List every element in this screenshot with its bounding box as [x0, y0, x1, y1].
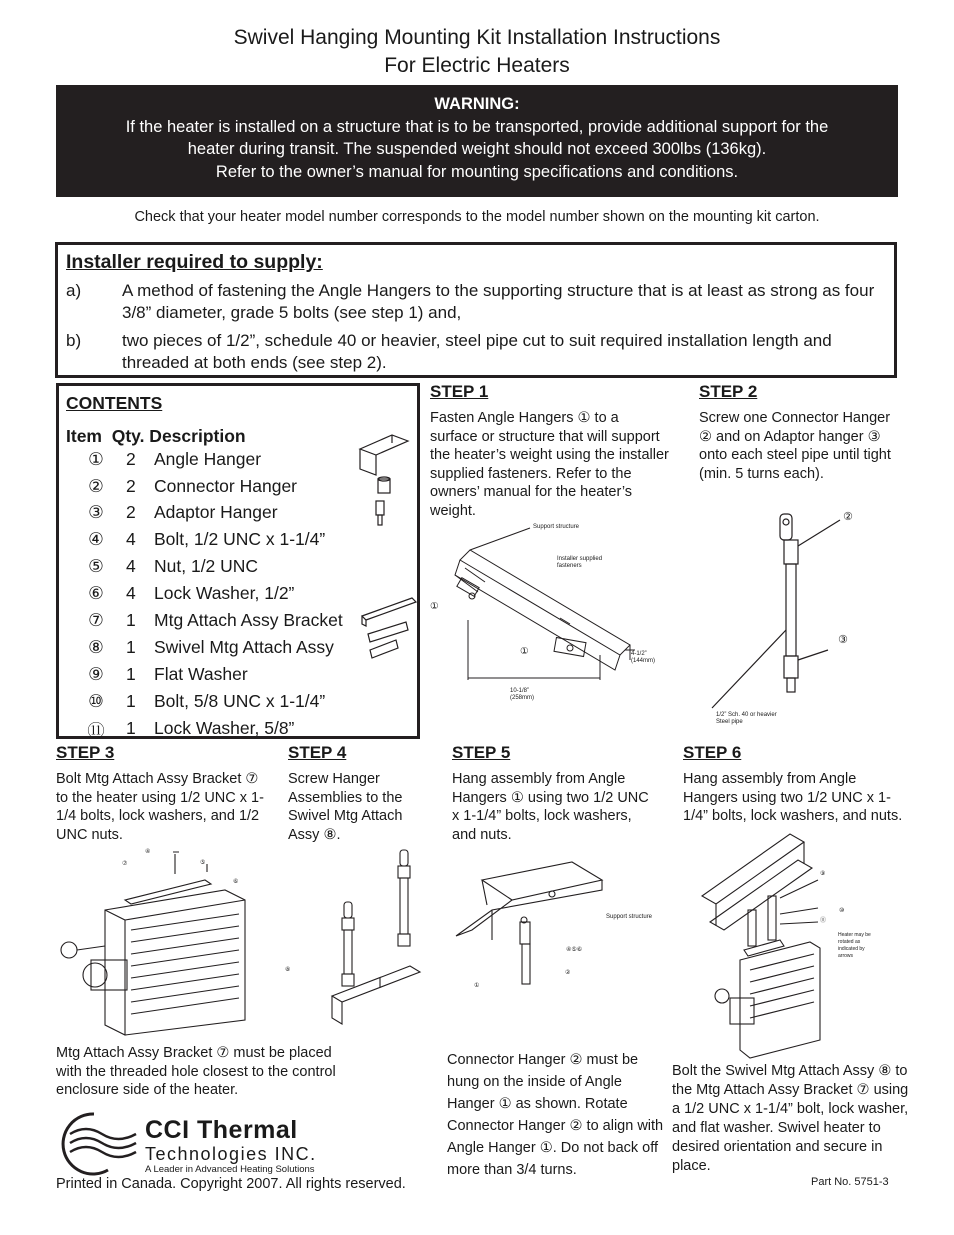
- step3-heading: STEP 3: [56, 743, 115, 762]
- cci-logo-mark: [56, 1110, 146, 1175]
- logo-name-line1: CCI Thermal: [145, 1116, 298, 1144]
- step4-heading: STEP 4: [288, 743, 347, 762]
- supply-item-letter: a): [66, 281, 82, 300]
- item-desc: Nut, 1/2 UNC: [154, 556, 259, 576]
- footer-copyright: Printed in Canada. Copyright 2007. All rights reserved.: [56, 1176, 406, 1192]
- step6-heading: STEP 6: [683, 743, 742, 762]
- item-number: ⑪: [87, 721, 105, 741]
- step5-heading: STEP 5: [452, 743, 511, 762]
- supply-item-b: [66, 330, 894, 374]
- step2-diagram: [700, 510, 860, 720]
- step6-label-rotate: Heater may be rotated as indicated by arrows: [838, 932, 871, 959]
- installer-supply-box: [55, 242, 897, 378]
- bracket-illustration: [356, 594, 418, 666]
- item-number: ③: [88, 502, 104, 522]
- step1-text: Fasten Angle Hangers ① to a surface or structure that will support the heater’s weight using the installer supplied fasteners. Refer to the owners’ manual for the heater’s weight.: [430, 410, 669, 519]
- item-number: ⑤: [88, 556, 104, 576]
- step5-label-support: Support structure: [606, 914, 653, 920]
- item-number: ⑦: [88, 610, 104, 630]
- warning-line-2: heater during transit. The suspended weight should not exceed 300lbs (136kg).: [187, 140, 767, 158]
- item-desc: Adaptor Hanger: [154, 502, 278, 522]
- step3-note: Mtg Attach Assy Bracket ⑦ must be placed with the threaded hole closest to the control enclosure side of the heater.: [56, 1045, 336, 1098]
- step6-label-item10: ⑩: [839, 908, 845, 914]
- item-qty: 4: [126, 583, 136, 603]
- step3-label-item6: ⑥: [233, 879, 239, 885]
- step4-label-item8: ⑧: [285, 967, 291, 973]
- supply-item-letter: b): [66, 331, 82, 350]
- contents-row: [66, 476, 297, 497]
- item-desc: Mtg Attach Assy Bracket: [154, 610, 343, 630]
- supply-item-text: A method of fastening the Angle Hangers to the supporting structure that is at least as strong as four 3/8” diameter, grade 5 bolts (see step 1) and,: [122, 281, 875, 322]
- check-model-text: Check that your heater model number corresponds to the model number shown on the mounting kit carton.: [134, 209, 820, 225]
- item-number: ⑨: [88, 664, 104, 684]
- contents-row: [66, 718, 294, 743]
- step3-text: Bolt Mtg Attach Assy Bracket ⑦ to the heater using 1/2 UNC x 1-1/4 bolts, lock washers, and 1/2 UNC nuts.: [56, 771, 264, 843]
- step2-heading: STEP 2: [699, 382, 758, 401]
- item-number: ⑧: [88, 637, 104, 657]
- step3-label-item4: ④: [145, 849, 151, 855]
- step3-label-item5: ⑤: [200, 860, 206, 866]
- contents-row: [66, 502, 278, 523]
- item-desc: Connector Hanger: [154, 476, 297, 496]
- contents-row: [66, 664, 248, 685]
- contents-box: [56, 383, 420, 739]
- item-desc: Bolt, 5/8 UNC x 1-1/4”: [154, 691, 326, 711]
- supply-item-a: [66, 280, 894, 324]
- title-line-1: Swivel Hanging Mounting Kit Installation Instructions: [233, 26, 721, 49]
- step6-note: Bolt the Swivel Mtg Attach Assy ⑧ to the Mtg Attach Assy Bracket ⑦ using a 1/2 UNC x 1-1/4” bolt, lock washer, and flat washer. Swivel heater to desired orientation and secure in place.: [672, 1063, 909, 1174]
- item-qty: 1: [126, 664, 136, 684]
- warning-line-1: If the heater is installed on a structure that is to be transported, provide additional support for the: [125, 117, 829, 136]
- title-line-2: For Electric Heaters: [384, 54, 570, 77]
- step5-label-item2: ②: [565, 970, 571, 976]
- item-qty: 1: [126, 610, 136, 630]
- item-number: ⑩: [88, 691, 104, 711]
- contents-row: [66, 529, 325, 550]
- warning-box: [56, 85, 898, 197]
- step5-note: Connector Hanger ② must be hung on the inside of Angle Hanger ① as shown. Rotate Connector Hanger ② to align with Angle Hanger ①. Do not back off more than 3/4 turns.: [447, 1052, 664, 1178]
- step3-label-item7: ⑦: [122, 861, 128, 867]
- step6-text: Hang assembly from Angle Hangers using two 1/2 UNC x 1-1/4” bolts, lock washers, and nuts.: [683, 771, 903, 824]
- item-qty: 1: [126, 718, 136, 738]
- item-qty: 1: [126, 691, 136, 711]
- step2-label-item2: ②: [843, 511, 853, 523]
- step5-text: Hang assembly from Angle Hangers ① using two 1/2 UNC x 1-1/4” bolts, lock washers, and nuts.: [452, 771, 649, 843]
- step5-label-items: ④⑤⑥: [566, 947, 583, 953]
- step1-label-support: Support structure: [533, 524, 580, 530]
- contents-heading: CONTENTS: [66, 393, 163, 413]
- item-qty: 1: [126, 637, 136, 657]
- step6-label-item11: ⑪: [820, 918, 827, 924]
- logo-name-line2: Technologies INC.: [145, 1144, 317, 1164]
- item-desc: Bolt, 1/2 UNC x 1-1/4”: [154, 529, 326, 549]
- step3-heater-diagram: [55, 850, 255, 1035]
- item-desc: Angle Hanger: [154, 449, 262, 469]
- contents-row: [66, 637, 334, 658]
- contents-row: [66, 610, 343, 631]
- item-desc: Flat Washer: [154, 664, 248, 684]
- step5-diagram: [452, 860, 612, 1000]
- item-number: ②: [88, 476, 104, 496]
- step6-label-item9: ⑨: [820, 871, 826, 877]
- supply-heading: Installer required to supply:: [66, 251, 323, 273]
- step5-label-item1: ①: [474, 983, 480, 989]
- step2-text: Screw one Connector Hanger ② and on Adaptor hanger ③ onto each steel pipe until tight (min. 5 turns each).: [699, 410, 891, 482]
- item-qty: 2: [126, 476, 136, 496]
- step2-label-pipe: 1/2” Sch. 40 or heavier Steel pipe: [716, 712, 777, 725]
- logo-tagline: A Leader in Advanced Heating Solutions: [145, 1164, 315, 1175]
- contents-row: [66, 556, 258, 577]
- item-qty: 2: [126, 502, 136, 522]
- contents-column-header: Item Qty. Description: [66, 426, 246, 446]
- warning-heading: WARNING:: [434, 95, 520, 113]
- item-desc: Lock Washer, 5/8”: [154, 718, 295, 738]
- step4-diagram: [290, 848, 440, 1023]
- contents-row: [66, 691, 325, 712]
- item-desc: Lock Washer, 1/2”: [154, 583, 295, 603]
- step1-diagram: [430, 520, 680, 710]
- item-qty: 4: [126, 529, 136, 549]
- contents-row: [66, 449, 261, 470]
- item-number: ④: [88, 529, 104, 549]
- supply-item-text: two pieces of 1/2”, schedule 40 or heavier, steel pipe cut to suit required installation length and threaded at both ends (see step 2).: [122, 331, 832, 372]
- step2-label-item3: ③: [838, 634, 848, 646]
- step1-heading: STEP 1: [430, 382, 489, 401]
- contents-row: [66, 583, 294, 604]
- item-number: ①: [88, 449, 104, 469]
- step1-label-item1b: ①: [520, 646, 529, 657]
- step1-label-dim1: 4-1/2” (144mm): [631, 651, 656, 664]
- footer-part-no: Part No. 5751-3: [811, 1176, 889, 1188]
- item-desc: Swivel Mtg Attach Assy: [154, 637, 334, 657]
- page-title: [0, 24, 954, 80]
- step4-text: Screw Hanger Assemblies to the Swivel Mtg Attach Assy ⑧.: [288, 771, 403, 843]
- item-qty: 2: [126, 449, 136, 469]
- item-number: ⑥: [88, 583, 104, 603]
- step1-label-fasteners: Installer supplied fasteners: [557, 556, 603, 569]
- step1-label-dim2: 10-1/8” (258mm): [510, 688, 535, 701]
- angle-hanger-illustration: [356, 431, 416, 531]
- item-qty: 4: [126, 556, 136, 576]
- step1-label-item1: ①: [430, 601, 439, 612]
- warning-line-3: Refer to the owner’s manual for mounting specifications and conditions.: [215, 162, 739, 181]
